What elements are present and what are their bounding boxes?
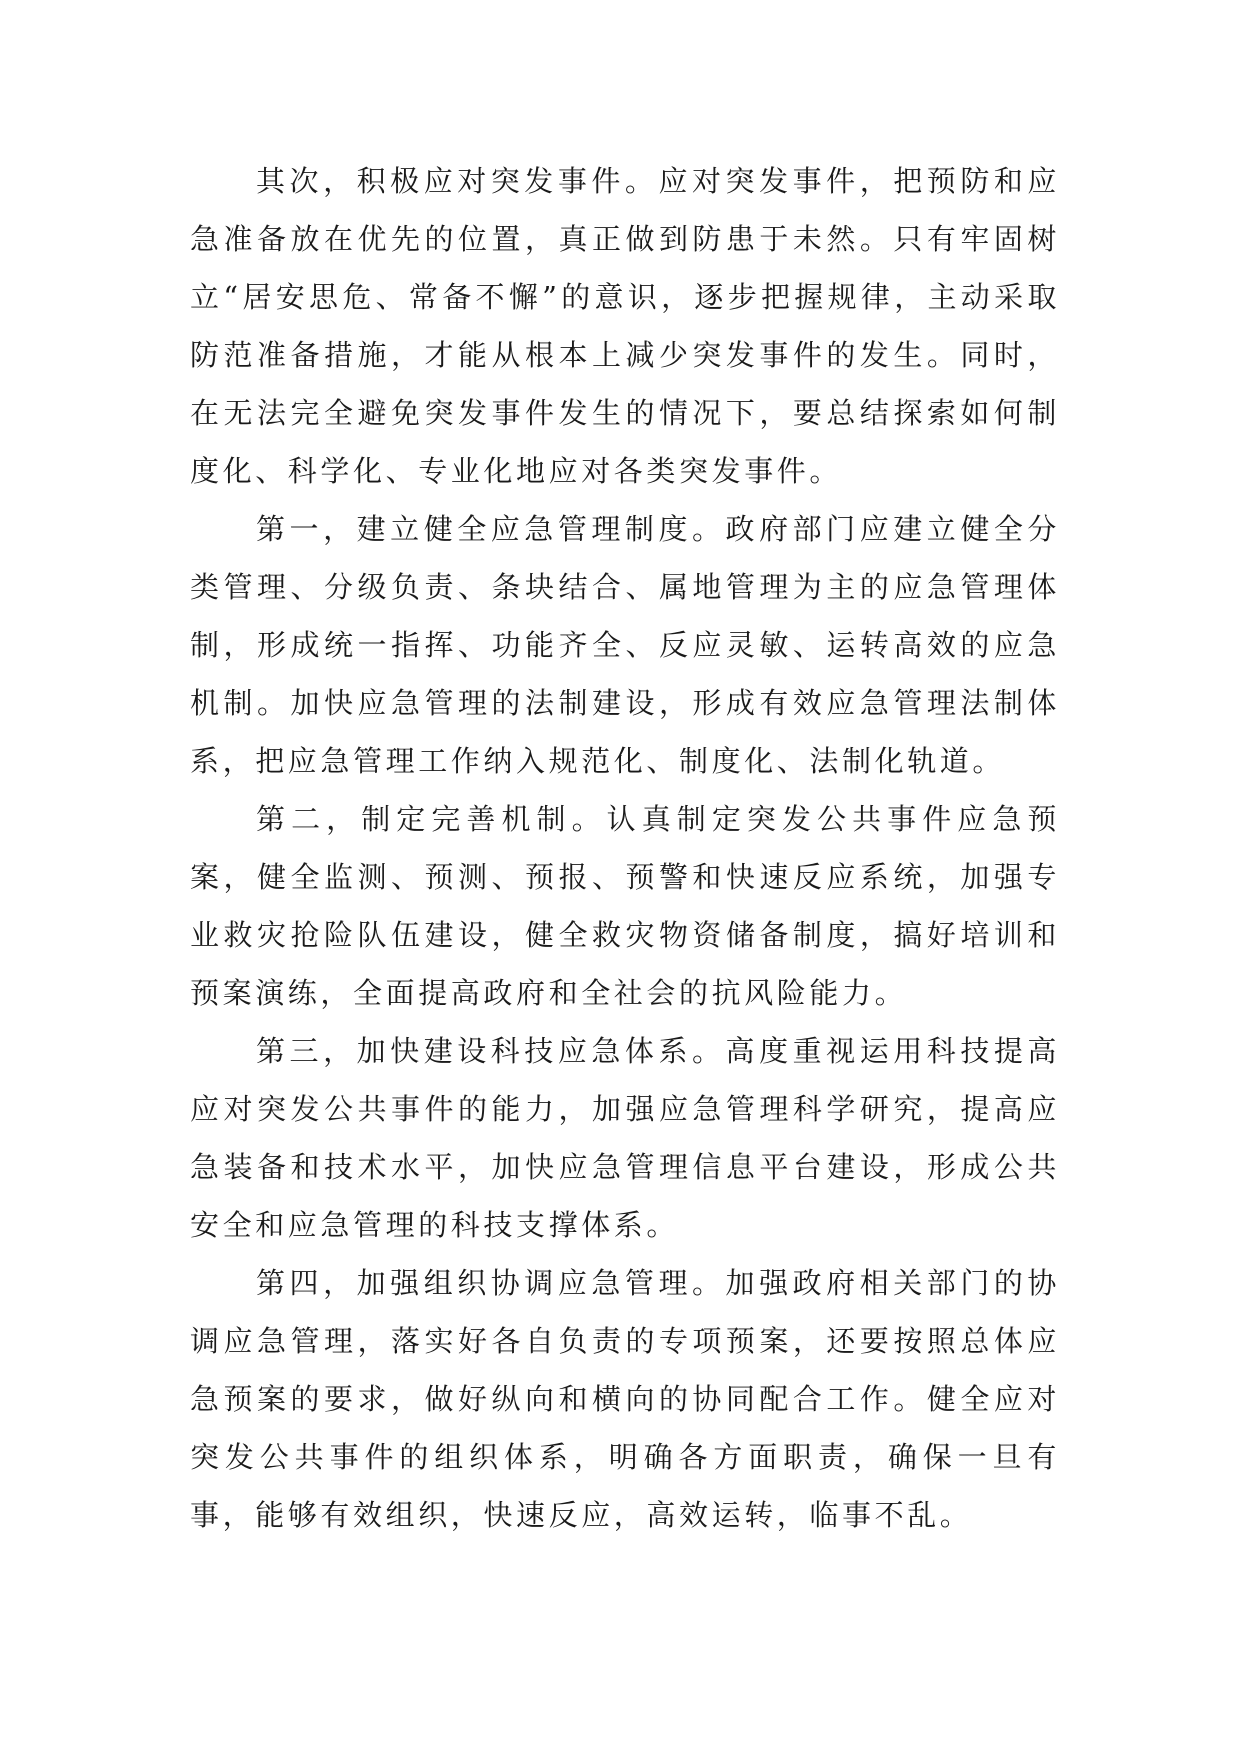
paragraph-second: 第二，制定完善机制。认真制定突发公共事件应急预案，健全监测、预测、预报、预警和快速反应系统，加强专业救灾抢险队伍建设，健全救灾物资储备制度，搞好培训和预案演练，全面提高政府和全社会的抗风险能力。: [190, 802, 1060, 1010]
document-body: [190, 152, 1060, 1544]
paragraph-first: 第一，建立健全应急管理制度。政府部门应建立健全分类管理、分级负责、条块结合、属地管理为主的应急管理体制，形成统一指挥、功能齐全、反应灵敏、运转高效的应急机制。加快应急管理的法制建设，形成有效应急管理法制体系，把应急管理工作纳入规范化、制度化、法制化轨道。: [190, 512, 1060, 778]
paragraph-intro: 其次，积极应对突发事件。应对突发事件，把预防和应急准备放在优先的位置，真正做到防患于未然。只有牢固树立“居安思危、常备不懈”的意识，逐步把握规律，主动采取防范准备措施，才能从根本上减少突发事件的发生。同时，在无法完全避免突发事件发生的情况下，要总结探索如何制度化、科学化、专业化地应对各类突发事件。: [190, 164, 1060, 488]
paragraph-fourth: 第四，加强组织协调应急管理。加强政府相关部门的协调应急管理，落实好各自负责的专项预案，还要按照总体应急预案的要求，做好纵向和横向的协同配合工作。健全应对突发公共事件的组织体系，明确各方面职责，确保一旦有事，能够有效组织，快速反应，高效运转，临事不乱。: [190, 1266, 1060, 1532]
paragraph-third: 第三，加快建设科技应急体系。高度重视运用科技提高应对突发公共事件的能力，加强应急管理科学研究，提高应急装备和技术水平，加快应急管理信息平台建设，形成公共安全和应急管理的科技支撑体系。: [190, 1034, 1060, 1242]
